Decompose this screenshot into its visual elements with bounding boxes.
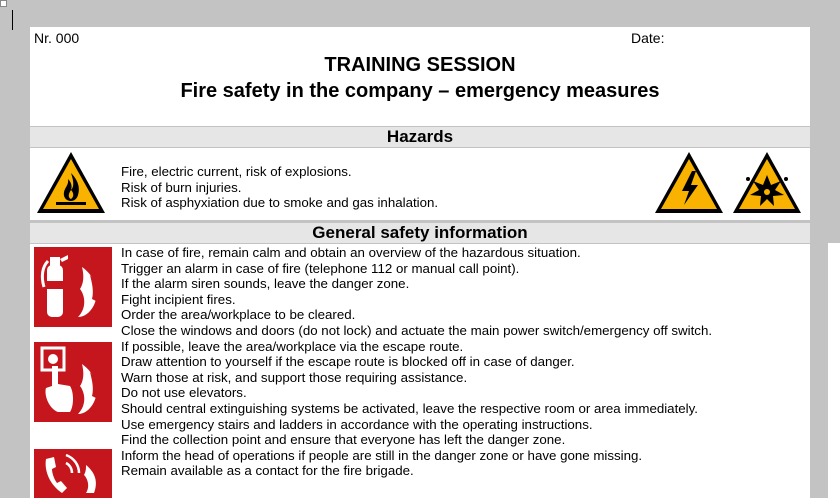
document-page <box>30 0 810 498</box>
safety-line: In case of fire, remain calm and obtain an overview of the hazardous situation. <box>121 245 581 260</box>
fire-alarm-call-point-icon <box>34 342 112 422</box>
hazards-text <box>121 164 438 211</box>
safety-line: Remain available as a contact for the fire brigade. <box>121 463 414 479</box>
safety-line: Order the area/workplace to be cleared. <box>121 307 356 323</box>
document-title: TRAINING SESSION <box>324 54 516 76</box>
safety-line: Draw attention to yourself if the escape route is blocked off in case of danger. <box>121 354 575 370</box>
fire-emergency-telephone-icon <box>34 449 112 498</box>
hazard-line: Risk of burn injuries. <box>121 179 242 195</box>
safety-line: Close the windows and doors (do not lock) and actuate the main power switch/emergency off switch. <box>121 322 713 338</box>
general-safety-text <box>121 245 712 479</box>
explosion-warning-icon <box>730 149 804 216</box>
date-label: Date: <box>631 30 665 46</box>
hazards-section <box>30 148 810 220</box>
safety-line: Find the collection point and ensure that everyone has left the danger zone. <box>121 432 566 448</box>
general-safety-section <box>30 244 810 498</box>
safety-line: If the alarm siren sounds, leave the danger zone. <box>121 276 410 292</box>
safety-line: If possible, leave the area/workplace via the escape route. <box>121 338 464 354</box>
hazards-heading: Hazards <box>30 127 810 147</box>
safety-line: Do not use elevators. <box>121 385 247 401</box>
general-safety-heading: General safety information <box>30 223 810 243</box>
text-cursor <box>12 10 13 30</box>
hazard-line: Risk of asphyxiation due to smoke and gas inhalation. <box>121 195 439 211</box>
safety-line: Inform the head of operations if people are still in the danger zone or have gone missing. <box>121 447 643 463</box>
electric-shock-warning-icon <box>652 149 726 216</box>
page-edge-strip <box>828 243 840 498</box>
safety-line: Warn those at risk, and support those requiring assistance. <box>121 369 468 385</box>
ruler-corner-marker <box>0 0 7 7</box>
flammable-warning-icon <box>34 149 108 216</box>
fire-extinguisher-icon <box>34 247 112 327</box>
document-subtitle: Fire safety in the company – emergency measures <box>180 80 660 102</box>
hazard-line: Fire, electric current, risk of explosions. <box>121 164 352 179</box>
safety-line: Fight incipient fires. <box>121 291 236 307</box>
document-number: Nr. 000 <box>34 30 80 46</box>
safety-line: Use emergency stairs and ladders in accordance with the operating instructions. <box>121 416 593 432</box>
safety-line: Trigger an alarm in case of fire (telephone 112 or manual call point). <box>121 260 520 276</box>
safety-line: Should central extinguishing systems be activated, leave the respective room or area immediately. <box>121 400 698 416</box>
document-header <box>30 27 810 126</box>
